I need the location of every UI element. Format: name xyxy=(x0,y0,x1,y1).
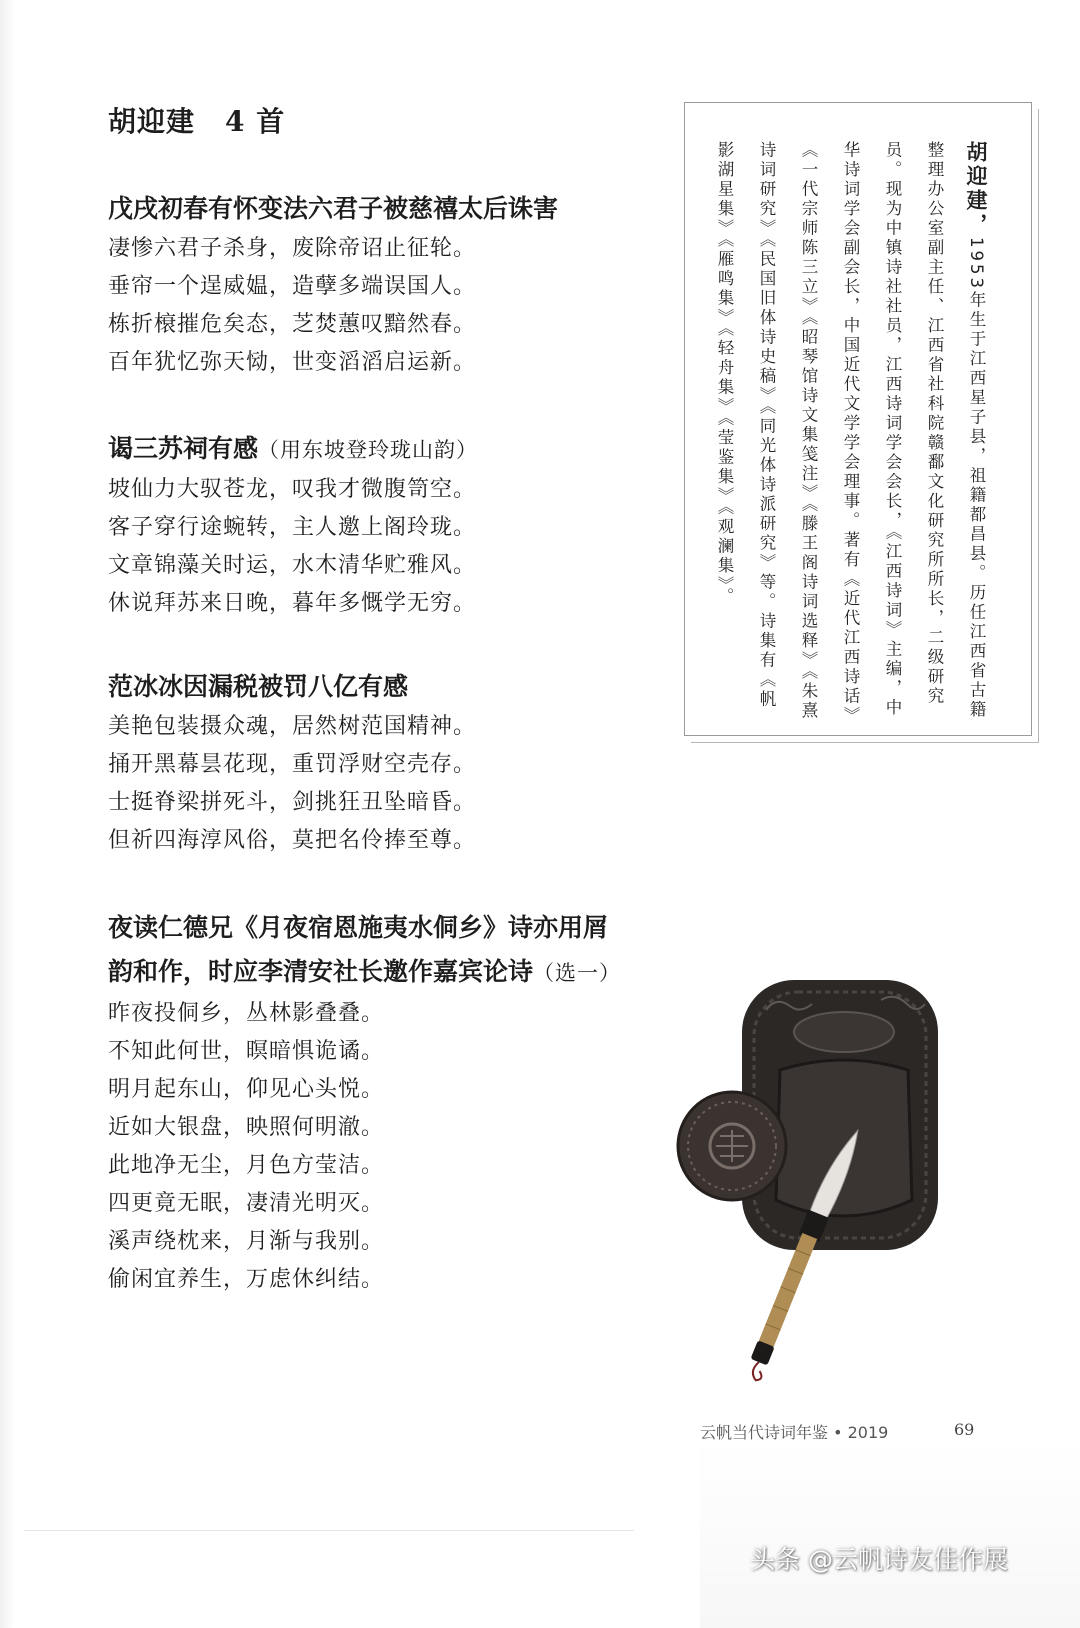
poem-line: 美艳包装摄众魂，居然树范国精神。 xyxy=(108,714,477,739)
poem-line: 客子穿行途蜿转，主人邀上阁玲珑。 xyxy=(108,515,477,540)
inkstone-well xyxy=(794,1012,894,1052)
poem-line: 偷闲宜养生，万虑休纠结。 xyxy=(108,1267,385,1292)
poem-line: 四更竟无眠，凄清光明灭。 xyxy=(108,1191,385,1216)
scan-shadow-bottom xyxy=(700,1440,1080,1628)
poem-line: 百年犹忆弥天恸，世变滔滔启运新。 xyxy=(108,350,477,375)
poem-title: 韵和作，时应李清安社长邀作嘉宾论诗（选一） xyxy=(108,957,622,986)
divider xyxy=(24,1530,634,1531)
poem-line: 溪声绕枕来，月渐与我别。 xyxy=(108,1229,385,1254)
poem xyxy=(108,906,698,1299)
poem-line: 捅开黑幕昙花现，重罚浮财空壳存。 xyxy=(108,752,477,777)
author-name: 胡迎建 xyxy=(108,105,196,138)
poem-line: 但祈四海淳风俗，莫把名伶捧至尊。 xyxy=(108,828,477,853)
poem-title: 夜读仁德兄《月夜宿恩施夷水侗乡》诗亦用屑 xyxy=(108,913,609,942)
poem-count: 4 首 xyxy=(225,105,286,138)
poem-line: 栋折榱摧危矣态，芝焚蕙叹黯然春。 xyxy=(108,312,477,337)
scan-shadow xyxy=(0,0,14,1628)
poem-line: 士挺脊梁拼死斗，剑挑狂丑坠暗昏。 xyxy=(108,790,477,815)
poem-line: 近如大银盘，映照何明澈。 xyxy=(108,1115,385,1140)
inkstone-surface xyxy=(776,1060,912,1216)
watermark: 头条 @云帆诗友佳作展 xyxy=(750,1545,1008,1574)
bio-author-name: 胡迎建， xyxy=(964,141,989,237)
author-bio xyxy=(707,141,997,721)
poem xyxy=(108,188,698,382)
poem-line: 休说拜苏来日晚，暮年多慨学无穷。 xyxy=(108,591,477,616)
poem-line: 文章锦藻关时运，水木清华贮雅风。 xyxy=(108,553,477,578)
poem-title: 范冰冰因漏税被罚八亿有感 xyxy=(108,672,409,701)
poem xyxy=(108,428,698,623)
page-number: 69 xyxy=(954,1420,975,1439)
poem-line: 明月起东山，仰见心头悦。 xyxy=(108,1077,385,1102)
inkstone-brush-illustration xyxy=(676,970,946,1400)
poem-note: （用东坡登玲珑山韵） xyxy=(258,438,479,462)
poem-line: 凄惨六君子杀身，废除帝诏止征轮。 xyxy=(108,236,477,261)
poem-title: 戊戌初春有怀变法六君子被慈禧太后诛害 xyxy=(108,194,559,223)
poem-title: 谒三苏祠有感（用东坡登玲珑山韵） xyxy=(108,434,479,463)
poem-line: 此地净无尘，月色方莹洁。 xyxy=(108,1153,385,1178)
poem-note: （选一） xyxy=(533,961,622,985)
poem-line: 垂帘一个逞威媪，造孽多端误国人。 xyxy=(108,274,477,299)
author-heading xyxy=(108,100,285,140)
bio-body: 1953年生于江西星子县，祖籍都昌县。历任江西省古籍整理办公室副主任、江西省社科院赣鄱文化研究所所长，二级研究员。现为中镇诗社社员，江西诗词学会会长，《江西诗词》主编，中华诗词学会副会长，中国近代文学学会理事。著有《近代江西诗话》《一代宗师陈三立》《昭琴馆诗文集笺注》《滕王阁诗词选释》《朱熹诗词研究》《民国旧体诗史稿》《同光体诗派研究》等。诗集有《帆影湖星集》《雁鸣集》《轻舟集》《莹鉴集》《观澜集》。 xyxy=(715,141,986,721)
journal-footer: 云帆当代诗词年鉴 • 2019 xyxy=(700,1423,889,1442)
poem-line: 不知此何世，暝暗惧诡谲。 xyxy=(108,1039,385,1064)
poem-line: 坡仙力大驭苍龙，叹我才微腹笥空。 xyxy=(108,477,477,502)
poem-line: 昨夜投侗乡，丛林影叠叠。 xyxy=(108,1001,385,1026)
author-bio-box xyxy=(684,102,1032,736)
poem xyxy=(108,666,698,860)
brush-shaft xyxy=(758,1233,817,1348)
